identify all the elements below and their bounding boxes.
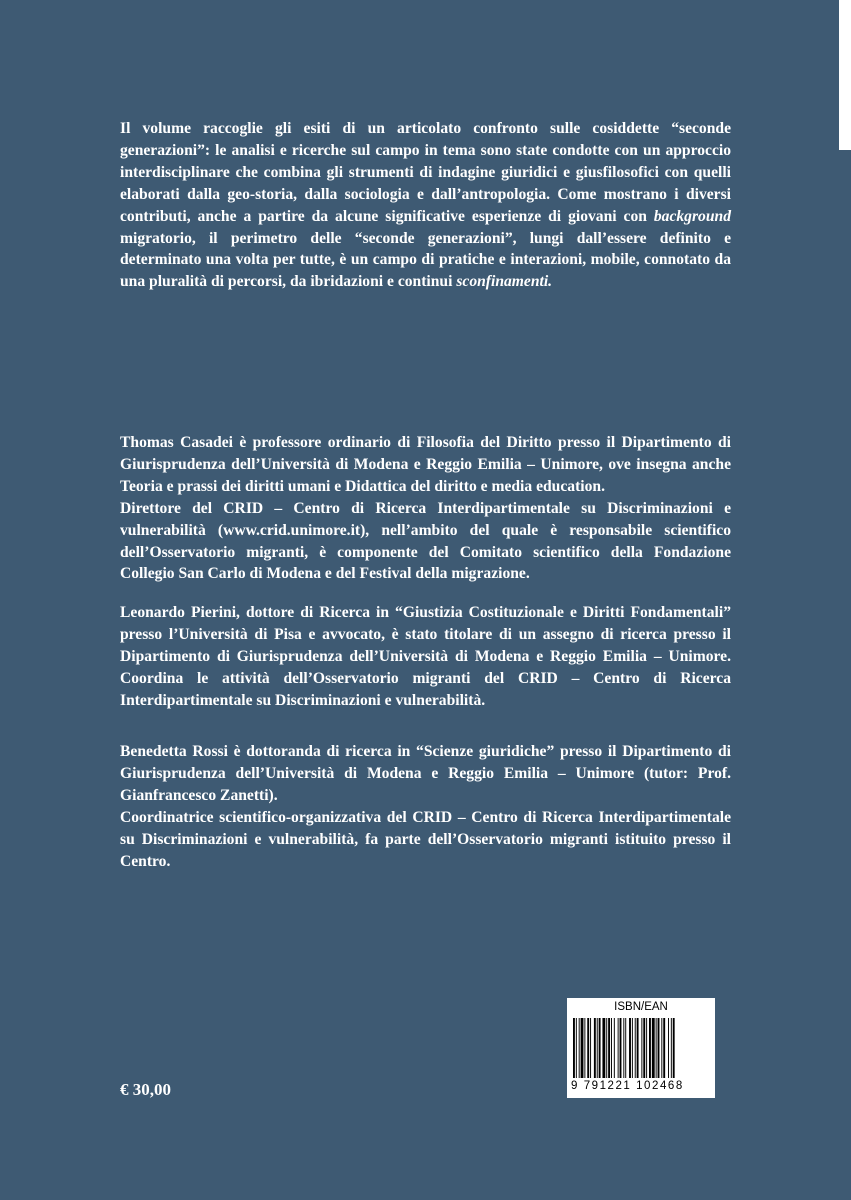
barcode-bar [590, 1018, 591, 1078]
description-italic-background: background [653, 207, 731, 225]
barcode-bar [611, 1018, 612, 1078]
barcode-bar [641, 1018, 642, 1078]
barcode-bar [643, 1018, 645, 1078]
barcode-bar [587, 1018, 589, 1078]
barcode-bar [573, 1018, 575, 1078]
barcode-bar [597, 1018, 598, 1078]
barcode-bar [652, 1018, 655, 1078]
barcode-bar [620, 1018, 622, 1078]
description-italic-sconfinamenti: sconfinamenti. [456, 273, 553, 291]
isbn-barcode [567, 998, 715, 1098]
bio-rossi-text-2: Coordinatrice scientifico-organizzativa del CRID – Centro di Ricerca Interdipartimentale su Discriminazioni e vulnerabilità, fa parte dell’Osservatorio migranti istituito presso il Centro. [120, 808, 731, 870]
isbn-label: ISBN/EAN [614, 1001, 668, 1013]
barcode-bar [599, 1018, 601, 1078]
bio-casadei-text-2: Direttore del CRID – Centro di Ricerca Interdipartimentale su Discriminazioni e vulnerabilità (www.crid.unimore.it), nell’ambito del quale è responsabile scientifico dell’Osservatorio migranti, è componente del Comitato scientifico della Fondazione Collegio San Carlo di Modena e del Festival della migrazione. [120, 499, 731, 583]
barcode-bar [656, 1018, 657, 1078]
book-description [120, 118, 731, 293]
description-paragraph [120, 118, 731, 293]
bio-casadei-text: Thomas Casadei è professore ordinario di Filosofia del Diritto presso il Dipartimento di Giurisprudenza dell’Università di Modena e Reggio Emilia – Unimore, ove insegna anche Teoria e prassi dei diritti umani e Didattica del diritto e media education. [120, 434, 731, 495]
barcode-bar [646, 1018, 647, 1078]
barcode-bars [573, 1018, 709, 1078]
bio-rossi [120, 741, 731, 872]
barcode-bar [635, 1018, 636, 1078]
barcode-bar [632, 1018, 633, 1078]
bio-pierini-text: Leonardo Pierini, dottore di Ricerca in “Giustizia Costituzionale e Diritti Fondamentali” presso l’Università di Pisa e avvocato, è stato titolare di un assegno di ricerca presso il Dipartimento di Giurisprudenza dell’Università di Modena e Reggio Emilia – Unimore. Coordina le attività dell’Osservatorio migranti del CRID – Centro di Ricerca Interdipartimentale su Discriminazioni e vulnerabilità. [120, 604, 731, 709]
barcode-bar [608, 1018, 610, 1078]
barcode-bar [584, 1018, 585, 1078]
edge-strip [839, 0, 851, 150]
barcode-bar [629, 1018, 631, 1078]
barcode-bar [673, 1018, 675, 1078]
barcode-bar [602, 1018, 605, 1078]
barcode-bar [671, 1018, 672, 1078]
bio-pierini [120, 602, 731, 712]
barcode-bar [637, 1018, 639, 1078]
bio-casadei [120, 432, 731, 585]
price-label: € 30,00 [120, 1080, 171, 1099]
barcode-bar [663, 1018, 665, 1078]
barcode-bar [579, 1018, 580, 1078]
barcode-bar [618, 1018, 619, 1078]
barcode-bar [606, 1018, 607, 1078]
barcode-bar [614, 1018, 615, 1078]
barcode-bar [625, 1018, 626, 1078]
barcode-bar [668, 1018, 669, 1078]
description-part-1: Il volume raccoglie gli esiti di un articolato confronto sulle cosiddette “seconde generazioni”: le analisi e ricerche sul campo in tema sono state condotte con un approccio interdisciplinare che combina gli strumenti di indagine giuridici e giusfilosofici con quelli elaborati dalla geo-storia, dalla sociologia e dall’antropologia. Come mostrano i diversi contributi, anche a partire da alcune significative esperienze di giovani con [120, 120, 731, 225]
isbn-digits: 9 791221 102468 [571, 1080, 684, 1092]
barcode-bar [623, 1018, 624, 1078]
barcode-bar [576, 1018, 577, 1078]
barcode-bar [649, 1018, 651, 1078]
barcode-bar [658, 1018, 660, 1078]
barcode-bar [581, 1018, 584, 1078]
barcode-bar [661, 1018, 662, 1078]
barcode-bar [594, 1018, 596, 1078]
bio-rossi-text: Benedetta Rossi è dottoranda di ricerca in “Scienze giuridiche” presso il Dipartimento di Giurisprudenza dell’Università di Modena e Reggio Emilia – Unimore (tutor: Prof. Gianfrancesco Zanetti). [120, 743, 731, 804]
description-part-2: migratorio, il perimetro delle “seconde generazioni”, lungi dall’essere definito e determinato una volta per tutte, è un campo di pratiche e interazioni, mobile, connotato da una pluralità di percorsi, da ibridazioni e continui [120, 229, 731, 291]
